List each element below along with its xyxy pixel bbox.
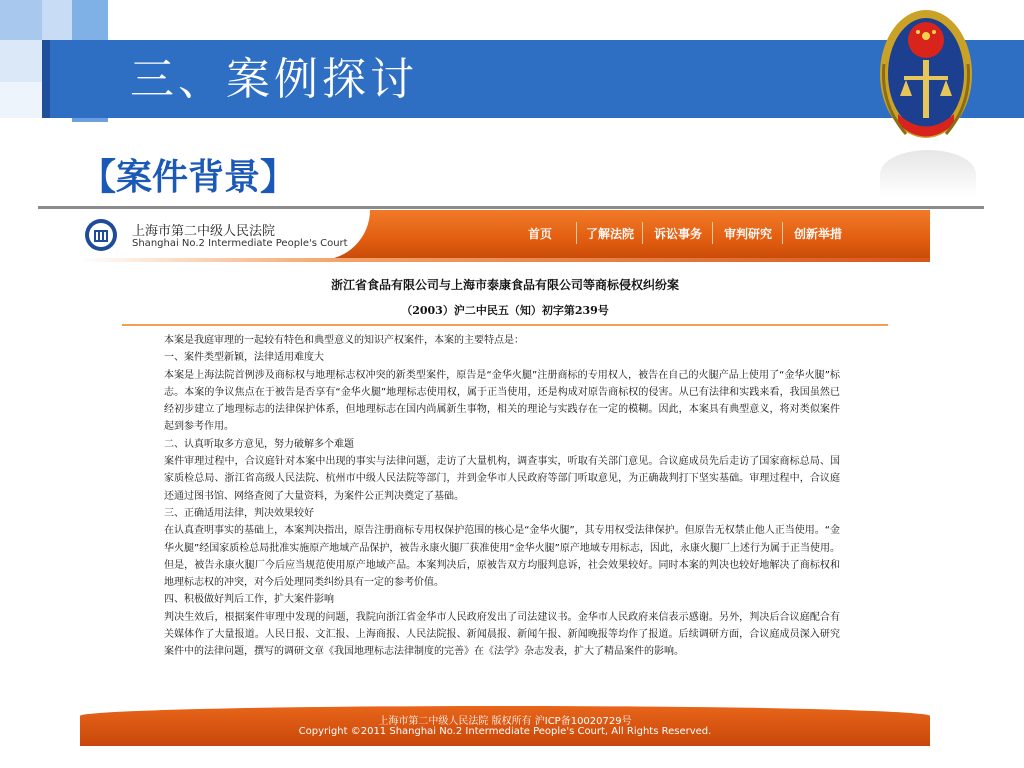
case-title: 浙江省食品有限公司与上海市泰康食品有限公司等商标侵权纠纷案 [330,278,679,292]
court-name-cn: 上海市第二中级人民法院 [132,224,276,239]
case-number: （2003）沪二中民五（知）初字第239号 [401,304,609,317]
decor-square [72,0,108,40]
footer-copyright-cn: 上海市第二中级人民法院 版权所有 沪ICP备10020729号 [378,716,632,727]
decor-square [0,40,42,82]
case-paragraph: 判决生效后，根据案件审理中发现的问题，我院向浙江省金华市人民政府发出了司法建议书。金华市人民政府来信表示感谢。另外，判决后合议庭配合有关媒体作了大量报道。人民日报、文汇报、上海商报、人民法院报、新闻晨报、新闻午报、新闻晚报等均作了报道。后续调研方面，合议庭成员深入研究案件中的法律问题，撰写的调研文章《我国地理标志法律制度的完善》在《法学》杂志发表，扩大了精品案件的影响。 [164,611,840,658]
case-paragraph: 二、认真听取多方意见，努力破解多个难题 [164,438,354,450]
nav-separator [642,222,643,244]
title-banner-edge [42,40,50,118]
nav-home[interactable]: 首页 [527,227,552,241]
case-paragraph: 案件审理过程中，合议庭针对本案中出现的事实与法律问题，走访了大量机构，调查事实，听取有关部门意见。合议庭成员先后走访了国家商标总局、国家质检总局、浙江省高级人民法院、杭州市中级人民法院等部门，并到金华市人民政府等部门听取意见，为正确裁判打下坚实基础。审理过程中，合议庭还通过图书馆、网络查阅了大量资料，为案件公正判决奠定了基础。 [164,456,840,502]
divider [38,206,984,209]
court-name-en: Shanghai No.2 Intermediate People's Court [132,238,348,249]
nav-underline [80,258,930,262]
case-paragraph: 本案是上海法院首例涉及商标权与地理标志权冲突的新类型案件，原告是“金华火腿”注册商标的专用权人，被告在自己的火腿产品上使用了“金华火腿”标志。本案的争议焦点在于被告是否享有“金华火腿”地理标志使用权，属于正当使用，还是构成对原告商标权的侵害。从已有法律和实践来看，我国虽然已经初步建立了地理标志的法律保护体系，但地理标志在国内尚属新生事物，相关的理论与实践存在一定的模糊。因此，本案具有典型意义，将对类似案件起到参考作用。 [164,369,840,433]
nav-separator [576,222,577,244]
court-logo-icon [84,218,118,252]
case-paragraph: 一、案件类型新颖，法律适用难度大 [164,352,324,364]
nav-innovation[interactable]: 创新举措 [793,227,842,241]
decor-square [42,0,72,40]
section-heading: 【案件背景】 [80,156,297,198]
case-paragraph: 本案是我庭审理的一起较有特色和典型意义的知识产权案件，本案的主要特点是： [164,335,524,346]
court-emblem-icon [876,4,976,154]
case-paragraph: 在认真查明事实的基础上，本案判决指出，原告注册商标专用权保护范围的核心是“金华火腿”，其专用权受法律保护。但原告无权禁止他人正当使用。“金华火腿”经国家质检总局批准实施原产地域产品保护，被告永康火腿厂获准使用“金华火腿”原产地域专用标志，因此，永康火腿厂上述行为属于正当使用。但是，被告永康火腿厂今后应当规范使用原产地域产品。本案判决后，原被告双方均服判息诉，社会效果较好。同时本案的判决也较好地解决了商标权和地理标志权的冲突，对今后处理同类纠纷具有一定的参考价值。 [164,525,840,589]
nav-about-court[interactable]: 了解法院 [585,227,634,241]
decor-square [0,0,42,40]
nav-separator [712,222,713,244]
nav-trial-research[interactable]: 审判研究 [723,227,772,241]
case-paragraph: 四、积极做好判后工作，扩大案件影响 [164,594,334,606]
case-divider [122,324,888,326]
nav-litigation[interactable]: 诉讼事务 [653,227,702,241]
footer-copyright-en: Copyright ©2011 Shanghai No.2 Intermediate People's Court, All Rights Reserved. [298,726,712,737]
case-body [164,332,840,661]
nav-separator [782,222,783,244]
emblem-reflection [880,150,976,198]
case-paragraph: 三、正确适用法律，判决效果较好 [164,507,314,519]
decor-square [0,82,42,118]
court-website-screenshot [80,210,930,750]
slide-title: 三、案例探讨 [130,54,418,105]
